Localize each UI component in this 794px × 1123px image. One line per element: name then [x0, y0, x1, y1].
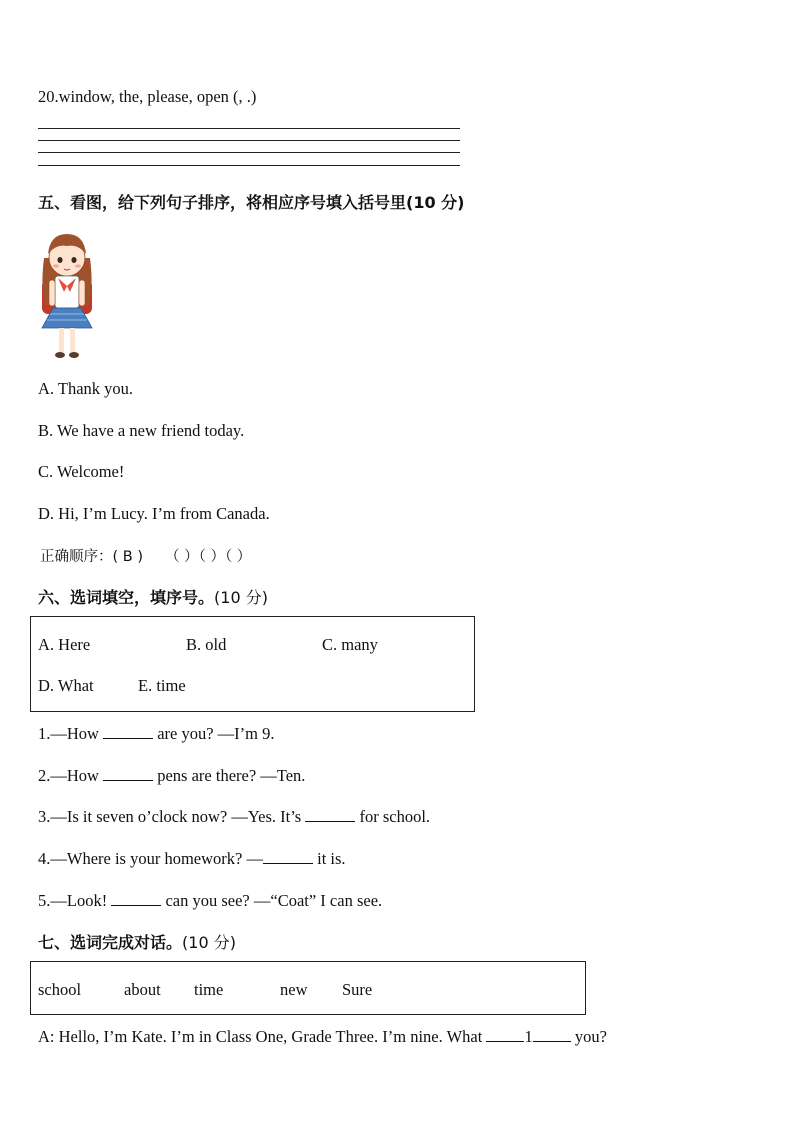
question-text: 4.—Where is your homework? — [38, 849, 263, 868]
word-bank-item: C. many [322, 635, 378, 654]
order-blank[interactable]: （ ） [198, 549, 225, 565]
word-bank-item: about [124, 980, 161, 999]
word-bank-box [30, 616, 475, 712]
question-text: for school. [355, 807, 431, 826]
dialogue-text: A: Hello, I’m Kate. I’m in Class One, Grade Three. I’m nine. What [38, 1027, 487, 1046]
order-blank[interactable]: （ ） [224, 549, 252, 565]
word-bank-item: school [38, 980, 82, 999]
order-answer-first: ( B ) [112, 549, 143, 565]
word-bank-item: time [194, 980, 224, 999]
question-text: 1.—How [38, 724, 104, 743]
question-text: 3.—Is it seven o’clock now? —Yes. It’s [38, 807, 306, 826]
answer-blank[interactable] [533, 1027, 571, 1042]
question-text: are you? —I’m 9. [153, 724, 275, 743]
fill-question-5 [38, 891, 382, 911]
question-20: 20.window, the, please, open (, .) [38, 87, 257, 106]
question-text: 2.—How [38, 766, 104, 785]
blank-number: 1 [524, 1027, 533, 1046]
question-text: 5.—Look! [38, 891, 112, 910]
order-blank[interactable]: （ ） [164, 549, 199, 565]
option-b: B. We have a new friend today. [38, 421, 245, 440]
dialogue-line [38, 1027, 607, 1047]
answer-line [38, 140, 460, 141]
answer-blank[interactable] [103, 724, 153, 739]
word-bank-item: new [280, 980, 308, 999]
word-bank-item: B. old [186, 635, 227, 654]
section-6-heading [38, 585, 268, 608]
word-bank-item: D. What [38, 676, 94, 695]
section-5-score: (10 分) [406, 193, 465, 212]
correct-order-line [40, 545, 251, 566]
option-d: D. Hi, I’m Lucy. I’m from Canada. [38, 504, 270, 523]
word-bank-item: E. time [138, 676, 186, 695]
answer-blank[interactable] [305, 807, 355, 822]
answer-blank[interactable] [111, 891, 161, 906]
section-7-title: 七、选词完成对话。 [38, 933, 183, 952]
section-6-score: (10 分) [214, 588, 268, 607]
option-a: A. Thank you. [38, 379, 134, 398]
word-bank-item: Sure [342, 980, 373, 999]
question-text: can you see? —“Coat” I can see. [161, 891, 383, 910]
answer-blank[interactable] [486, 1027, 524, 1042]
option-c: C. Welcome! [38, 462, 125, 481]
correct-order-label: 正确顺序： [40, 549, 113, 565]
answer-line [38, 152, 460, 153]
section-7-heading [38, 930, 236, 953]
dialogue-text: you? [570, 1027, 607, 1046]
girl-illustration [36, 228, 98, 364]
answer-blank[interactable] [103, 766, 153, 781]
question-text: pens are there? —Ten. [153, 766, 306, 785]
section-7-score: (10 分) [182, 933, 236, 952]
word-bank-box [30, 961, 586, 1015]
section-6-title: 六、选词填空，填序号。 [38, 588, 215, 607]
section-5-heading [38, 190, 464, 213]
fill-question-3 [38, 807, 430, 827]
word-bank-item: A. Here [38, 635, 91, 654]
section-5-title: 五、看图，给下列句子排序，将相应序号填入括号里 [38, 193, 407, 212]
fill-question-4 [38, 849, 346, 869]
question-text: it is. [312, 849, 346, 868]
answer-line [38, 128, 460, 129]
fill-question-1 [38, 724, 275, 744]
answer-blank[interactable] [263, 849, 313, 864]
answer-line [38, 165, 460, 166]
fill-question-2 [38, 766, 305, 786]
